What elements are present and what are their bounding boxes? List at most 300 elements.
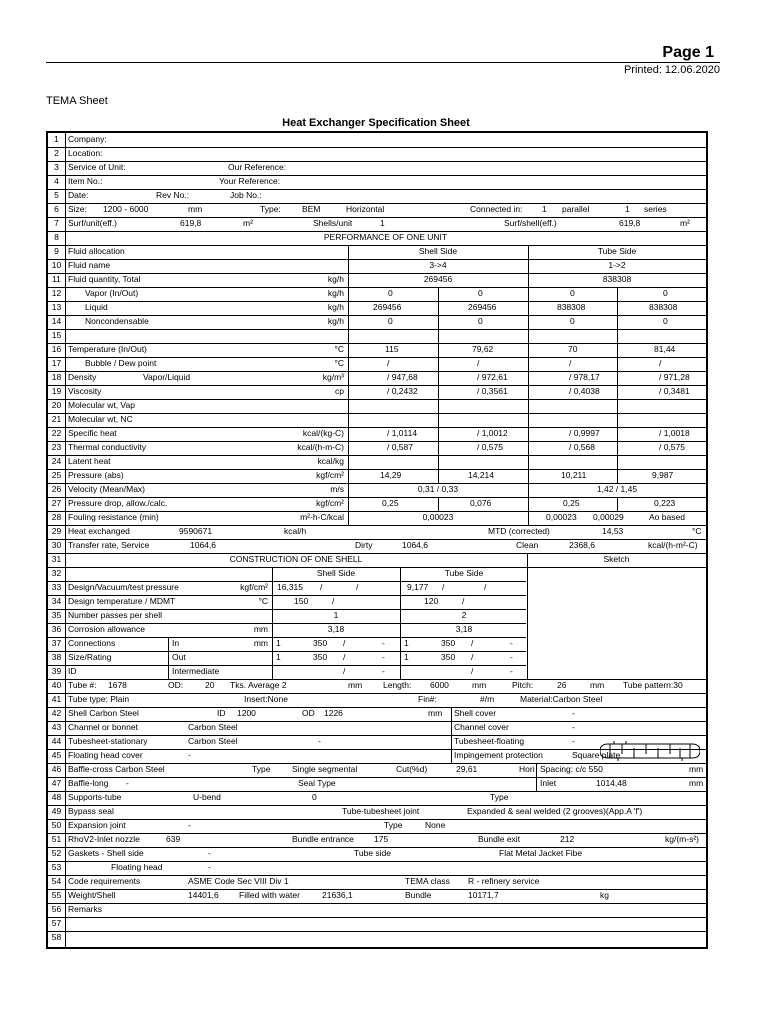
row-20 bbox=[48, 399, 706, 414]
floating-head-cover-label: Floating head cover bbox=[68, 750, 143, 760]
row-number: 31 bbox=[51, 554, 62, 564]
row-number: 30 bbox=[51, 540, 62, 550]
value: / bbox=[320, 582, 323, 592]
our-reference-label: Our Reference: bbox=[228, 162, 287, 172]
tube-material: Material:Carbon Steel bbox=[520, 694, 603, 704]
row-57 bbox=[48, 917, 706, 932]
row-number: 20 bbox=[51, 400, 62, 410]
channel-material: Carbon Steel bbox=[188, 722, 238, 732]
impingement-value: Square plate bbox=[572, 750, 621, 760]
shells-unit-label: Shells/unit bbox=[313, 218, 353, 228]
size-rating-label: Size/Rating bbox=[68, 652, 112, 662]
value: / 0,575 bbox=[659, 442, 685, 452]
inlet-label: Inlet bbox=[540, 778, 557, 788]
row-21 bbox=[48, 413, 706, 428]
item-no-label: Item No.: bbox=[68, 176, 103, 186]
tube-passes: 2 bbox=[461, 610, 467, 620]
velocity-label: Velocity (Mean/Max) bbox=[68, 484, 145, 494]
value: - bbox=[510, 638, 513, 648]
pitch-value: 26 bbox=[557, 680, 567, 690]
divider bbox=[617, 287, 618, 483]
latent-heat-label: Latent heat bbox=[68, 456, 111, 466]
value: / bbox=[343, 638, 346, 648]
value: 269456 bbox=[373, 302, 402, 312]
mol-wt-nc-label: Molecular wt, NC bbox=[68, 414, 133, 424]
hori-label: Hori bbox=[519, 764, 535, 774]
bundle-exit-label: Bundle exit bbox=[478, 834, 521, 844]
row-number: 38 bbox=[51, 652, 62, 662]
parallel-label: parallel bbox=[562, 204, 590, 214]
shell-side-heading: Shell Side bbox=[316, 568, 356, 578]
rev-no-label: Rev No.: bbox=[156, 190, 190, 200]
value: 0 bbox=[663, 288, 668, 298]
connections-label: Connections bbox=[68, 638, 116, 648]
divider bbox=[617, 497, 618, 511]
shell-side-heading: Shell Side bbox=[418, 246, 458, 256]
row-number: 39 bbox=[51, 666, 62, 676]
orientation-value: Horizontal bbox=[346, 204, 385, 214]
value: 0 bbox=[663, 316, 668, 326]
row-52 bbox=[48, 847, 706, 862]
company-label: Company: bbox=[68, 134, 107, 144]
row-8 bbox=[48, 231, 706, 246]
design-temperature-label: Design temperature / MDMT bbox=[68, 596, 176, 606]
od-label: OD: bbox=[168, 680, 184, 690]
row-number: 50 bbox=[51, 820, 62, 830]
row-11 bbox=[48, 273, 706, 288]
mol-wt-vap-label: Molecular wt, Vap bbox=[68, 400, 135, 410]
size-value: 1200 - 6000 bbox=[103, 204, 149, 214]
code-requirements-label: Code requirements bbox=[68, 876, 141, 886]
divider bbox=[272, 567, 273, 679]
pitch-label: Pitch: bbox=[512, 680, 534, 690]
id-label: ID bbox=[217, 708, 226, 718]
value: / bbox=[343, 666, 346, 676]
row-12 bbox=[48, 287, 706, 302]
row-number: 24 bbox=[51, 456, 62, 466]
row-9 bbox=[48, 245, 706, 260]
row-number: 29 bbox=[51, 526, 62, 536]
bubble-dew-label: Bubble / Dew point bbox=[85, 358, 157, 368]
tube-type-label: Tube type: Plain bbox=[68, 694, 130, 704]
channel-cover-value: - bbox=[572, 722, 575, 732]
in-label: In bbox=[172, 638, 180, 648]
row-number: 9 bbox=[54, 246, 59, 256]
row-35 bbox=[48, 609, 526, 624]
unit: kgf/cm² bbox=[240, 582, 268, 592]
header-divider bbox=[46, 62, 720, 63]
row-number: 25 bbox=[51, 470, 62, 480]
row-number: 53 bbox=[51, 862, 62, 872]
tube-corrosion: 3,18 bbox=[455, 624, 473, 634]
row-number: 28 bbox=[51, 512, 62, 522]
construction-heading: CONSTRUCTION OF ONE SHELL bbox=[229, 554, 363, 564]
divider bbox=[168, 637, 169, 679]
type-label: Type bbox=[252, 764, 271, 774]
mtd-unit: °C bbox=[692, 526, 702, 536]
surf-shell-unit: m² bbox=[680, 218, 690, 228]
value: 81,44 bbox=[654, 344, 676, 354]
vapor-label: Vapor (In/Out) bbox=[85, 288, 139, 298]
id-label: ID bbox=[68, 666, 77, 676]
value: 838308 bbox=[557, 302, 586, 312]
value: 350 bbox=[313, 652, 328, 662]
value: / 1,0018 bbox=[659, 428, 690, 438]
temperature-label: Temperature (In/Out) bbox=[68, 344, 147, 354]
divider bbox=[438, 497, 439, 511]
divider bbox=[528, 245, 529, 525]
row-19 bbox=[48, 385, 706, 400]
row-number: 49 bbox=[51, 806, 62, 816]
value: 10,211 bbox=[561, 470, 587, 480]
type-label: Type bbox=[384, 820, 403, 830]
value: / 0,568 bbox=[569, 442, 595, 452]
unit: kg/h bbox=[327, 274, 344, 284]
joint-value: Expanded & seal welded (2 grooves)(App.A 'f') bbox=[467, 806, 643, 816]
rhov2-label: RhoV2-Inlet nozzle bbox=[68, 834, 140, 844]
out-label: Out bbox=[172, 652, 186, 662]
tube-count: 1678 bbox=[108, 680, 127, 690]
date-label: Date: bbox=[68, 190, 89, 200]
dash: - bbox=[208, 848, 211, 858]
filled-water-label: Filled with water bbox=[239, 890, 300, 900]
row-41 bbox=[48, 693, 706, 708]
row-47 bbox=[48, 777, 706, 792]
row-39 bbox=[48, 665, 706, 680]
row-number: 26 bbox=[51, 484, 62, 494]
tube-side-label: Tube side bbox=[354, 848, 392, 858]
value: - bbox=[382, 666, 385, 676]
fouling-label: Fouling resistance (min) bbox=[68, 512, 159, 522]
size-label: Size: bbox=[68, 204, 87, 214]
tubesheet-floating-value: - bbox=[572, 736, 575, 746]
surf-unit-label: Surf/unit(eff.) bbox=[68, 218, 117, 228]
value: / 1,0114 bbox=[387, 428, 418, 438]
row-6 bbox=[48, 203, 706, 218]
row-number: 56 bbox=[51, 904, 62, 914]
row-3 bbox=[48, 161, 706, 176]
viscosity-label: Viscosity bbox=[68, 386, 102, 396]
row-number: 2 bbox=[54, 148, 59, 158]
unit: °C bbox=[334, 358, 344, 368]
floating-head-label: Floating head bbox=[111, 862, 163, 872]
row-25 bbox=[48, 469, 706, 484]
mm-unit: mm bbox=[590, 680, 605, 690]
row-49 bbox=[48, 805, 706, 820]
value: 1 bbox=[276, 652, 281, 662]
value: / 972,61 bbox=[477, 372, 508, 382]
row-22 bbox=[48, 427, 706, 442]
length-label: Length: bbox=[383, 680, 412, 690]
row-2 bbox=[48, 147, 706, 162]
value: / bbox=[569, 358, 572, 368]
surf-unit-value: 619,8 bbox=[180, 218, 202, 228]
row-36 bbox=[48, 623, 526, 638]
value: - bbox=[382, 652, 385, 662]
value: 9,177 bbox=[407, 582, 429, 592]
heat-exchanged-value: 9590671 bbox=[179, 526, 213, 536]
baffle-long-label: Baffle-long bbox=[68, 778, 109, 788]
joint-label: Tube-tubesheet joint bbox=[342, 806, 420, 816]
unit: cp bbox=[335, 386, 344, 396]
value: / 1,0012 bbox=[477, 428, 508, 438]
value: 0 bbox=[388, 288, 393, 298]
remarks-label: Remarks bbox=[68, 904, 103, 914]
value: 0 bbox=[388, 316, 393, 326]
row-1 bbox=[48, 133, 706, 148]
row-53 bbox=[48, 861, 706, 876]
bundle-exit-value: 212 bbox=[560, 834, 575, 844]
mm-unit: mm bbox=[472, 680, 487, 690]
row-5 bbox=[48, 189, 706, 204]
tube-fouling-1: 0,00023 bbox=[546, 512, 577, 522]
printed-date: Printed: 12.06.2020 bbox=[623, 64, 720, 76]
value: 16,315 bbox=[277, 582, 303, 592]
type-value: BEM bbox=[302, 204, 321, 214]
unit: °C bbox=[258, 596, 268, 606]
weight-shell-label: Weight/Shell bbox=[68, 890, 116, 900]
tube-pattern: Tube pattern:30 bbox=[623, 680, 683, 690]
shell-cover-value: - bbox=[572, 708, 575, 718]
row-number: 8 bbox=[54, 232, 59, 242]
row-number: 54 bbox=[51, 876, 62, 886]
value: 0,25 bbox=[563, 498, 580, 508]
unit: kgf/cm² bbox=[316, 470, 344, 480]
value: / 971,28 bbox=[659, 372, 690, 382]
dash: - bbox=[318, 736, 321, 746]
unit: kg/h bbox=[327, 288, 344, 298]
value: / bbox=[462, 596, 465, 606]
value: / bbox=[471, 652, 474, 662]
fluid-allocation-label: Fluid allocation bbox=[68, 246, 125, 256]
type-label: Type: bbox=[260, 204, 281, 214]
row-number: 16 bbox=[51, 344, 62, 354]
heat-exchanged-label: Heat exchanged bbox=[68, 526, 130, 536]
document-title: Heat Exchanger Specification Sheet bbox=[282, 117, 470, 129]
your-reference-label: Your Reference: bbox=[219, 176, 281, 186]
row-number: 14 bbox=[51, 316, 62, 326]
unit: kg/h bbox=[327, 316, 344, 326]
row-number: 40 bbox=[51, 680, 62, 690]
supports-tube-label: Supports-tube bbox=[68, 792, 122, 802]
size-unit: mm bbox=[188, 204, 203, 214]
row-31 bbox=[48, 553, 706, 568]
row-51 bbox=[48, 833, 706, 848]
spec-table bbox=[46, 131, 708, 949]
value: - bbox=[382, 638, 385, 648]
tube-side-heading: Tube Side bbox=[597, 246, 637, 256]
sheet-name: TEMA Sheet bbox=[46, 95, 108, 107]
row-number: 1 bbox=[54, 134, 59, 144]
mtd-label: MTD (corrected) bbox=[488, 526, 550, 536]
tube-quantity: 838308 bbox=[602, 274, 632, 284]
row-26 bbox=[48, 483, 706, 498]
row-18 bbox=[48, 371, 706, 386]
row-56 bbox=[48, 903, 706, 918]
mm-unit: mm bbox=[348, 680, 363, 690]
value: 0,223 bbox=[654, 498, 676, 508]
value: 0,25 bbox=[382, 498, 399, 508]
value: 115 bbox=[385, 344, 399, 354]
u-bend-value: 0 bbox=[312, 792, 317, 802]
value: 120 bbox=[424, 596, 439, 606]
tubesheet-material: Carbon Steel bbox=[188, 736, 238, 746]
divider bbox=[438, 287, 439, 483]
parallel-count: 1 bbox=[542, 204, 547, 214]
row-number: 22 bbox=[51, 428, 62, 438]
exchanger-sketch-icon bbox=[600, 739, 700, 763]
value: 14,29 bbox=[380, 470, 402, 480]
dash: - bbox=[188, 820, 191, 830]
value: 0 bbox=[570, 316, 575, 326]
unit: m²-h-C/kcal bbox=[300, 512, 344, 522]
tubesheet-floating-label: Tubesheet-floating bbox=[454, 736, 525, 746]
impingement-label: Impingement protection bbox=[454, 750, 543, 760]
row-number: 5 bbox=[54, 190, 59, 200]
row-37 bbox=[48, 637, 526, 652]
row-number: 7 bbox=[54, 218, 59, 228]
unit: °C bbox=[334, 344, 344, 354]
gaskets-shell-label: Gaskets - Shell side bbox=[68, 848, 144, 858]
code-value: ASME Code Sec VIII Div 1 bbox=[188, 876, 289, 886]
od-value: 20 bbox=[205, 680, 215, 690]
design-pressure-label: Design/Vacuum/test pressure bbox=[68, 582, 179, 592]
length-value: 6000 bbox=[430, 680, 449, 690]
value: 1 bbox=[404, 638, 409, 648]
baffle-cross-label: Baffle-cross Carbon Steel bbox=[68, 764, 165, 774]
row-number: 15 bbox=[51, 330, 62, 340]
connected-in-label: Connected in: bbox=[470, 204, 523, 214]
row-number: 13 bbox=[51, 302, 62, 312]
shell-od: 1226 bbox=[324, 708, 343, 718]
row-number: 32 bbox=[51, 568, 62, 578]
value: / bbox=[659, 358, 662, 368]
row-30 bbox=[48, 539, 706, 554]
unit: kcal/(kg-C) bbox=[302, 428, 344, 438]
row-number: 3 bbox=[54, 162, 59, 172]
shells-unit-value: 1 bbox=[380, 218, 385, 228]
value: 9,987 bbox=[652, 470, 674, 480]
row-number: 45 bbox=[51, 750, 62, 760]
shell-velocity: 0,31 / 0,33 bbox=[417, 484, 459, 494]
row-number: 35 bbox=[51, 610, 62, 620]
value: 70 bbox=[568, 344, 578, 354]
job-no-label: Job No.: bbox=[230, 190, 262, 200]
row-number: 18 bbox=[51, 372, 62, 382]
filled-water-value: 21636,1 bbox=[322, 890, 353, 900]
row-number: 42 bbox=[51, 708, 62, 718]
service-label: Service of Unit: bbox=[68, 162, 126, 172]
dash: - bbox=[208, 862, 211, 872]
row-number: 41 bbox=[51, 694, 62, 704]
tube-fouling-2: 0,00029 bbox=[593, 512, 624, 522]
value: / 0,587 bbox=[387, 442, 413, 452]
density-label: Density bbox=[68, 372, 97, 382]
pressure-drop-label: Pressure drop, allow./calc. bbox=[68, 498, 168, 508]
value: 350 bbox=[313, 638, 328, 648]
value: / bbox=[471, 638, 474, 648]
value: 0 bbox=[478, 316, 483, 326]
row-4 bbox=[48, 175, 706, 190]
tube-velocity: 1,42 / 1,45 bbox=[596, 484, 638, 494]
row-34 bbox=[48, 595, 526, 610]
row-15 bbox=[48, 329, 706, 344]
rhov2-value: 639 bbox=[166, 834, 181, 844]
divider bbox=[536, 763, 537, 777]
unit: kgf/cm² bbox=[316, 498, 344, 508]
value: / 0,9997 bbox=[569, 428, 600, 438]
unit: mm bbox=[253, 638, 268, 648]
value: - bbox=[510, 652, 513, 662]
value: 269456 bbox=[468, 302, 497, 312]
row-number: 12 bbox=[51, 288, 62, 298]
divider bbox=[400, 567, 401, 679]
dash: - bbox=[126, 778, 129, 788]
shell-id: 1200 bbox=[237, 708, 256, 718]
unit: m/s bbox=[330, 484, 344, 494]
value: / bbox=[343, 652, 346, 662]
tubesheet-stationary-label: Tubesheet-stationary bbox=[68, 736, 148, 746]
mm-unit: mm bbox=[689, 778, 704, 788]
value: / 0,2432 bbox=[387, 386, 418, 396]
value: / 0,575 bbox=[477, 442, 503, 452]
row-number: 51 bbox=[51, 834, 62, 844]
liquid-label: Liquid bbox=[85, 302, 108, 312]
ao-based: Ao based bbox=[649, 512, 685, 522]
passes-label: Number passes per shell bbox=[68, 610, 163, 620]
clean-value: 2368,6 bbox=[569, 540, 595, 550]
value: / 0,4038 bbox=[569, 386, 600, 396]
row-number: 43 bbox=[51, 722, 62, 732]
heat-unit: kcal/h bbox=[284, 526, 307, 536]
row-17 bbox=[48, 357, 706, 372]
row-7 bbox=[48, 217, 706, 232]
row-58 bbox=[48, 931, 706, 948]
channel-cover-label: Channel cover bbox=[454, 722, 509, 732]
value: / 947,68 bbox=[387, 372, 418, 382]
row-16 bbox=[48, 343, 706, 358]
page-number: Page 1 bbox=[662, 44, 714, 61]
row-number: 37 bbox=[51, 638, 62, 648]
location-label: Location: bbox=[68, 148, 103, 158]
bundle-value: 10171,7 bbox=[468, 890, 499, 900]
unit: kg/m³ bbox=[322, 372, 344, 382]
bundle-label: Bundle bbox=[405, 890, 432, 900]
noncondensable-label: Noncondensable bbox=[85, 316, 149, 326]
performance-heading: PERFORMANCE OF ONE UNIT bbox=[323, 232, 448, 242]
row-number: 23 bbox=[51, 442, 62, 452]
seal-type-label: Seal Type bbox=[298, 778, 336, 788]
bypass-seal-label: Bypass seal bbox=[68, 806, 114, 816]
row-40 bbox=[48, 679, 706, 694]
row-13 bbox=[48, 301, 706, 316]
row-number: 10 bbox=[51, 260, 62, 270]
row-43 bbox=[48, 721, 706, 736]
unit: kcal/(h-m-C) bbox=[297, 442, 344, 452]
specific-heat-label: Specific heat bbox=[68, 428, 117, 438]
row-number: 55 bbox=[51, 890, 62, 900]
series-label: series bbox=[644, 204, 667, 214]
unit: kg/h bbox=[327, 302, 344, 312]
row-number: 52 bbox=[51, 848, 62, 858]
kg-unit: kg bbox=[600, 890, 609, 900]
value: - bbox=[510, 666, 513, 676]
channel-label: Channel or bonnet bbox=[68, 722, 138, 732]
unit: kcal/kg bbox=[317, 456, 344, 466]
u-bend-label: U-bend bbox=[193, 792, 221, 802]
dash: - bbox=[188, 750, 191, 760]
row-number: 27 bbox=[51, 498, 62, 508]
